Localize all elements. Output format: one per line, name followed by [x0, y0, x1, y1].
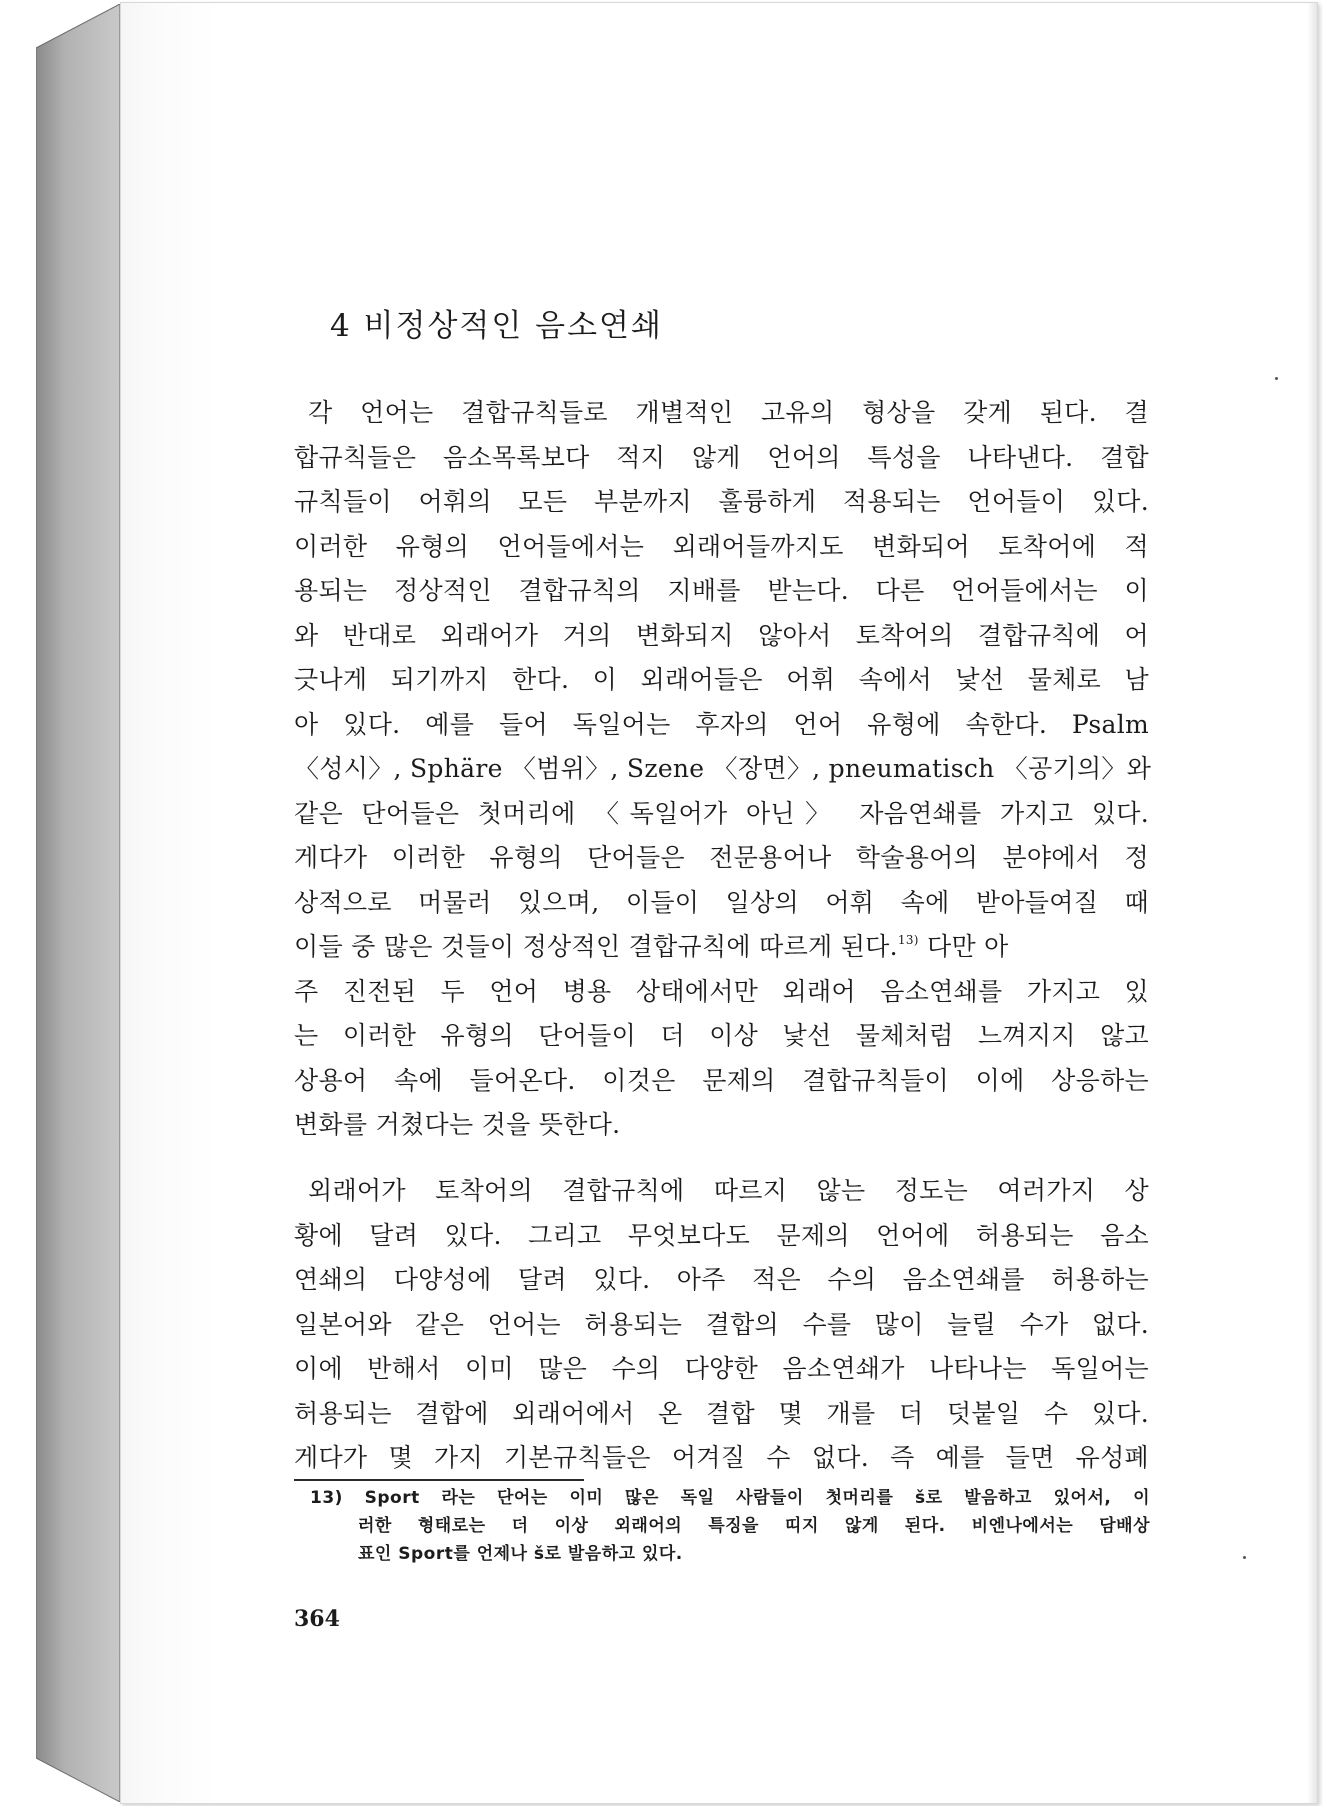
- text-line: 상적으로 머물러 있으며, 이들이 일상의 어휘 속에 받아들여질 때: [294, 887, 1149, 917]
- text-line: 〈성시〉, Sphäre 〈범위〉, Szene 〈장면〉, pneumatisch 〈공기의〉와: [294, 754, 1152, 783]
- footnote-line: 러한 형태로는 더 이상 외래어의 특징을 띠지 않게 된다. 비엔나에서는 담배상: [358, 1516, 1150, 1536]
- text-line: 와 반대로 외래어가 거의 변화되지 않아서 토착어의 결합규칙에 어: [294, 620, 1149, 650]
- text-line-with-footnote-ref: [294, 925, 1149, 970]
- text-line: 변화를 거쳤다는 것을 뜻한다.: [294, 1110, 621, 1139]
- text-line: 규칙들이 어휘의 모든 부분까지 훌륭하게 적용되는 언어들이 있다.: [294, 487, 1149, 516]
- text-line: 연쇄의 다양성에 달려 있다. 아주 적은 수의 음소연쇄를 허용하는: [294, 1265, 1149, 1294]
- footnote-line: 표인 Sport를 언제나 š로 발음하고 있다.: [358, 1544, 683, 1564]
- text-segment: 이들 중 많은 것들이 정상적인 결합규칙에 따르게 된다.: [294, 932, 898, 961]
- text-line: 황에 달려 있다. 그리고 무엇보다도 문제의 언어에 허용되는 음소: [294, 1220, 1149, 1250]
- text-line: 상용어 속에 들어온다. 이것은 문제의 결합규칙들이 이에 상응하는: [294, 1065, 1149, 1095]
- scan-speck: [1243, 1556, 1246, 1559]
- book-spine-edge: [36, 4, 124, 1802]
- text-line: 일본어와 같은 언어는 허용되는 결합의 수를 많이 늘릴 수가 없다.: [294, 1309, 1149, 1339]
- paragraph-1: [294, 391, 1152, 1148]
- page-number: 364: [294, 1606, 340, 1632]
- text-line: 긋나게 되기까지 한다. 이 외래어들은 어휘 속에서 낯선 물체로 남: [294, 665, 1149, 694]
- paragraph-2: [294, 1169, 1149, 1481]
- text-line: 게다가 몇 가지 기본규칙들은 어겨질 수 없다. 즉 예를 들면 유성폐: [294, 1443, 1149, 1472]
- text-line: 는 이러한 유형의 단어들이 더 이상 낯선 물체처럼 느껴지지 않고: [294, 1021, 1149, 1050]
- text-line: 허용되는 결합에 외래어에서 온 결합 몇 개를 더 덧붙일 수 있다.: [294, 1398, 1149, 1428]
- scan-speck: [1275, 377, 1278, 380]
- text-line: 합규칙들은 음소목록보다 적지 않게 언어의 특성을 나타낸다. 결합: [294, 442, 1149, 472]
- text-line: 같은 단어들은 첫머리에 〈독일어가 아닌〉 자음연쇄를 가지고 있다.: [294, 798, 1149, 828]
- page-right-edge: [1307, 3, 1317, 1803]
- text-line: 외래어가 토착어의 결합규칙에 따르지 않는 정도는 여러가지 상: [308, 1176, 1149, 1205]
- text-line: 각 언어는 결합규칙들로 개별적인 고유의 형상을 갖게 된다. 결: [308, 398, 1149, 427]
- footnote: [310, 1484, 1150, 1568]
- footnote-reference: 13): [897, 933, 919, 947]
- section-heading: 4 비정상적인 음소연쇄: [330, 308, 663, 344]
- text-segment: 다만 아: [918, 932, 1009, 961]
- text-line: 이러한 유형의 언어들에서는 외래어들까지도 변화되어 토착어에 적: [294, 531, 1149, 561]
- footnote-divider: [294, 1479, 584, 1481]
- text-line: 아 있다. 예를 들어 독일어는 후자의 언어 유형에 속한다. Psalm: [294, 709, 1149, 739]
- text-line: 용되는 정상적인 결합규칙의 지배를 받는다. 다른 언어들에서는 이: [294, 576, 1149, 605]
- text-line: 이에 반해서 이미 많은 수의 다양한 음소연쇄가 나타나는 독일어는: [294, 1354, 1149, 1383]
- text-line: 주 진전된 두 언어 병용 상태에서만 외래어 음소연쇄를 가지고 있: [294, 976, 1149, 1006]
- footnote-line: 13) Sport 라는 단어는 이미 많은 독일 사람들이 첫머리를 š로 발음하고 있어서, 이: [310, 1488, 1150, 1508]
- text-line: 게다가 이러한 유형의 단어들은 전문용어나 학술용어의 분야에서 정: [294, 843, 1149, 872]
